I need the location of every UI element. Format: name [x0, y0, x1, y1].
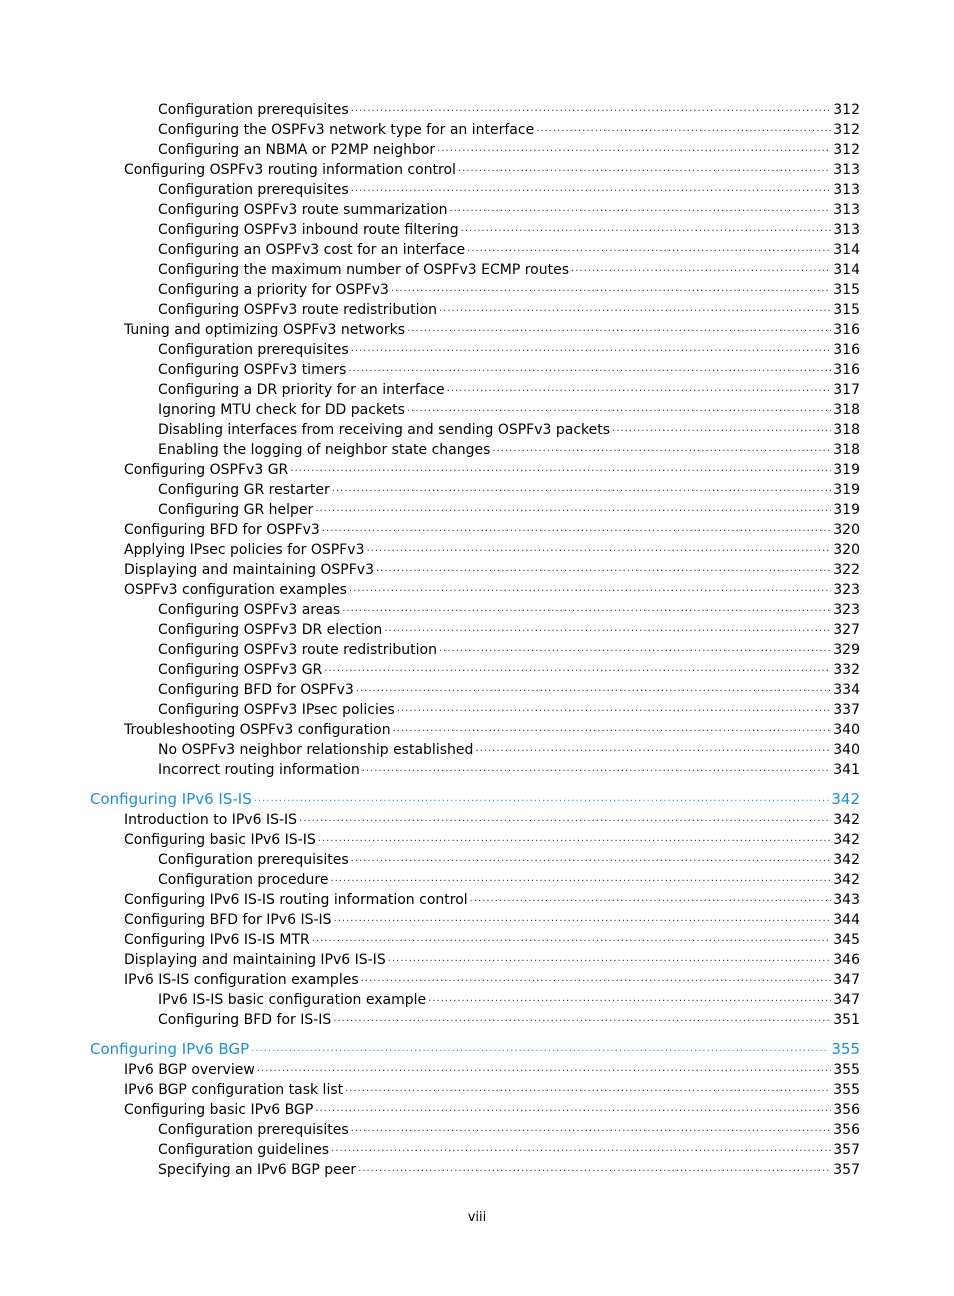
toc-entry-page: 313 — [833, 222, 860, 238]
toc-entry-title: Displaying and maintaining OSPFv3 — [124, 562, 374, 578]
toc-entry-page: 329 — [833, 642, 860, 658]
toc-entry[interactable] — [0, 1120, 860, 1140]
toc-entry[interactable] — [0, 240, 860, 260]
dot-leader — [492, 442, 831, 462]
toc-entry-page: 327 — [833, 622, 860, 638]
toc-entry-title: Configuring a DR priority for an interface — [158, 382, 445, 398]
dot-leader — [388, 952, 832, 972]
toc-entry-page: 318 — [833, 402, 860, 418]
toc-entry-title: OSPFv3 configuration examples — [124, 582, 347, 598]
toc-entry[interactable] — [0, 500, 860, 520]
toc-entry[interactable] — [0, 220, 860, 240]
toc-entry-page: 312 — [833, 102, 860, 118]
toc-chapter-link[interactable] — [0, 1038, 860, 1060]
toc-entry-page: 340 — [833, 742, 860, 758]
dot-leader — [475, 742, 831, 762]
dot-leader — [439, 642, 831, 662]
dot-leader — [366, 542, 831, 562]
dot-leader — [571, 262, 831, 282]
toc-entry-title: Configuring BFD for OSPFv3 — [158, 682, 354, 698]
toc-entry-page: 346 — [833, 952, 860, 968]
page-number: viii — [467, 1210, 487, 1225]
toc-entry-title: Configuration prerequisites — [158, 852, 349, 868]
dot-leader — [333, 1012, 831, 1032]
toc-entry[interactable] — [0, 440, 860, 460]
toc-entry-page: 332 — [833, 662, 860, 678]
toc-entry[interactable] — [0, 100, 860, 120]
dot-leader — [393, 722, 832, 742]
dot-leader — [467, 242, 831, 262]
toc-entry[interactable] — [0, 1160, 860, 1180]
toc-entry[interactable] — [0, 280, 860, 300]
toc-entry-page: 342 — [831, 790, 860, 808]
toc-entry[interactable] — [0, 300, 860, 320]
toc-entry-page: 355 — [833, 1062, 860, 1078]
dot-leader — [331, 1142, 831, 1162]
toc-entry[interactable] — [0, 810, 860, 830]
dot-leader — [315, 502, 831, 522]
toc-entry[interactable] — [0, 910, 860, 930]
dot-leader — [437, 142, 831, 162]
toc-entry-page: 357 — [833, 1162, 860, 1178]
toc-entry-page: 356 — [833, 1122, 860, 1138]
dot-leader — [290, 462, 831, 482]
toc-entry-page: 343 — [833, 892, 860, 908]
toc-entry-title: Disabling interfaces from receiving and sending OSPFv3 packets — [158, 422, 611, 438]
toc-entry-page: 318 — [833, 422, 860, 438]
toc-entry[interactable] — [0, 720, 860, 740]
toc-entry-title: IPv6 BGP overview — [124, 1062, 255, 1078]
toc-entry[interactable] — [0, 260, 860, 280]
toc-entry-page: 342 — [833, 852, 860, 868]
dot-leader — [348, 362, 831, 382]
toc-entry-page: 322 — [833, 562, 860, 578]
toc-entry[interactable] — [0, 460, 860, 480]
toc-entry[interactable] — [0, 160, 860, 180]
toc-entry-title: Configuring basic IPv6 BGP — [124, 1102, 314, 1118]
toc-entry-title: Specifying an IPv6 BGP peer — [158, 1162, 357, 1178]
toc-entry-title: Configuring OSPFv3 IPsec policies — [158, 702, 395, 718]
toc-entry-title: IPv6 IS-IS basic configuration example — [158, 992, 427, 1008]
dot-leader — [257, 1062, 831, 1082]
toc-entry-title: Introduction to IPv6 IS-IS — [124, 812, 298, 828]
toc-entry-title: Troubleshooting OSPFv3 configuration — [124, 722, 391, 738]
toc-entry-title: Configuring BFD for OSPFv3 — [124, 522, 320, 538]
dot-leader — [351, 1122, 832, 1142]
toc-entry-title: Configuration guidelines — [158, 1142, 330, 1158]
toc-entry-title: Configuring OSPFv3 inbound route filtering — [158, 222, 459, 238]
toc-entry-title: Configuring GR helper — [158, 502, 314, 518]
dot-leader — [362, 762, 832, 782]
toc-entry[interactable] — [0, 200, 860, 220]
dot-leader — [407, 322, 831, 342]
toc-entry-title: Configuring BFD for IS-IS — [158, 1012, 332, 1028]
toc-entry[interactable] — [0, 1140, 860, 1160]
toc-entry-page: 340 — [833, 722, 860, 738]
table-of-contents — [0, 100, 954, 1180]
toc-entry-page: 345 — [833, 932, 860, 948]
dot-leader — [450, 202, 832, 222]
dot-leader — [461, 222, 832, 242]
toc-entry-title: Configuring an OSPFv3 cost for an interface — [158, 242, 466, 258]
toc-entry-page: 316 — [833, 362, 860, 378]
toc-entry[interactable] — [0, 1060, 860, 1080]
toc-entry[interactable] — [0, 400, 860, 420]
toc-entry-title: Configuring the maximum number of OSPFv3 ECMP routes — [158, 262, 570, 278]
dot-leader — [299, 812, 831, 832]
dot-leader — [254, 792, 830, 812]
toc-entry-page: 315 — [833, 302, 860, 318]
toc-entry-page: 313 — [833, 182, 860, 198]
toc-entry-page: 314 — [833, 262, 860, 278]
toc-entry-title: IPv6 IS-IS configuration examples — [124, 972, 359, 988]
toc-entry-page: 323 — [833, 602, 860, 618]
toc-entry[interactable] — [0, 740, 860, 760]
toc-entry-page: 319 — [833, 462, 860, 478]
toc-entry-page: 334 — [833, 682, 860, 698]
dot-leader — [330, 872, 831, 892]
toc-entry-title: Configuring OSPFv3 GR — [124, 462, 289, 478]
dot-leader — [428, 992, 831, 1012]
toc-entry-page: 313 — [833, 202, 860, 218]
toc-entry-title: Configuring OSPFv3 route redistribution — [158, 302, 437, 318]
dot-leader — [407, 402, 831, 422]
toc-entry-page: 320 — [833, 542, 860, 558]
dot-leader — [612, 422, 831, 442]
toc-entry[interactable] — [0, 180, 860, 200]
toc-entry-page: 342 — [833, 872, 860, 888]
toc-entry[interactable] — [0, 890, 860, 910]
toc-entry-title: Displaying and maintaining IPv6 IS-IS — [124, 952, 386, 968]
toc-entry-page: 347 — [833, 972, 860, 988]
toc-entry-title: Configuring basic IPv6 IS-IS — [124, 832, 316, 848]
toc-entry[interactable] — [0, 600, 860, 620]
dot-leader — [351, 182, 832, 202]
toc-entry-title: Configuration prerequisites — [158, 182, 349, 198]
toc-entry-page: 315 — [833, 282, 860, 298]
toc-entry[interactable] — [0, 620, 860, 640]
toc-entry-page: 312 — [833, 122, 860, 138]
toc-entry-page: 320 — [833, 522, 860, 538]
toc-entry-title: Configuring an NBMA or P2MP neighbor — [158, 142, 436, 158]
dot-leader — [376, 562, 831, 582]
toc-entry-page: 341 — [833, 762, 860, 778]
toc-entry[interactable] — [0, 360, 860, 380]
toc-entry-page: 313 — [833, 162, 860, 178]
dot-leader — [315, 1102, 831, 1122]
toc-entry-page: 342 — [833, 812, 860, 828]
toc-entry-title: Configuration prerequisites — [158, 102, 349, 118]
dot-leader — [358, 1162, 831, 1182]
toc-entry-title: Configuring GR restarter — [158, 482, 330, 498]
toc-entry-title: Configuration procedure — [158, 872, 329, 888]
toc-entry-page: 356 — [833, 1102, 860, 1118]
dot-leader — [361, 972, 832, 992]
toc-entry-page: 337 — [833, 702, 860, 718]
toc-entry-page: 351 — [833, 1012, 860, 1028]
toc-entry[interactable] — [0, 420, 860, 440]
dot-leader — [391, 282, 831, 302]
dot-leader — [342, 602, 831, 622]
dot-leader — [334, 912, 832, 932]
toc-entry-page: 357 — [833, 1142, 860, 1158]
toc-entry-title: Configuring a priority for OSPFv3 — [158, 282, 389, 298]
dot-leader — [322, 522, 831, 542]
toc-entry-title: Configuration prerequisites — [158, 342, 349, 358]
toc-entry-title: Configuring OSPFv3 GR — [158, 662, 323, 678]
toc-entry-title: Configuring IPv6 BGP — [90, 1040, 250, 1058]
toc-entry-page: 355 — [833, 1082, 860, 1098]
toc-entry-title: Configuring IPv6 IS-IS routing information control — [124, 892, 468, 908]
toc-entry-title: Configuring OSPFv3 route summarization — [158, 202, 448, 218]
toc-entry-page: 318 — [833, 442, 860, 458]
toc-entry-title: IPv6 BGP configuration task list — [124, 1082, 344, 1098]
dot-leader — [536, 122, 831, 142]
toc-entry-title: No OSPFv3 neighbor relationship established — [158, 742, 474, 758]
toc-entry-title: Ignoring MTU check for DD packets — [158, 402, 405, 418]
toc-entry-page: 319 — [833, 502, 860, 518]
toc-entry[interactable] — [0, 640, 860, 660]
toc-entry[interactable] — [0, 700, 860, 720]
dot-leader — [470, 892, 832, 912]
toc-entry[interactable] — [0, 970, 860, 990]
toc-entry-title: Incorrect routing information — [158, 762, 360, 778]
toc-entry[interactable] — [0, 120, 860, 140]
toc-entry-title: Applying IPsec policies for OSPFv3 — [124, 542, 365, 558]
dot-leader — [356, 682, 831, 702]
toc-entry-title: Configuring BFD for IPv6 IS-IS — [124, 912, 332, 928]
dot-leader — [318, 832, 832, 852]
toc-entry[interactable] — [0, 1100, 860, 1120]
toc-entry-title: Configuring IPv6 IS-IS MTR — [124, 932, 310, 948]
dot-leader — [251, 1042, 829, 1062]
toc-entry[interactable] — [0, 480, 860, 500]
toc-entry[interactable] — [0, 520, 860, 540]
toc-entry[interactable] — [0, 990, 860, 1010]
dot-leader — [458, 162, 831, 182]
toc-entry-title: Configuring IPv6 IS-IS — [90, 790, 252, 808]
dot-leader — [351, 342, 832, 362]
toc-entry[interactable] — [0, 380, 860, 400]
toc-entry[interactable] — [0, 1080, 860, 1100]
toc-entry-page: 355 — [831, 1040, 860, 1058]
toc-entry[interactable] — [0, 1010, 860, 1030]
toc-entry[interactable] — [0, 140, 860, 160]
toc-entry[interactable] — [0, 580, 860, 600]
toc-entry[interactable] — [0, 340, 860, 360]
toc-entry[interactable] — [0, 540, 860, 560]
dot-leader — [351, 102, 832, 122]
toc-entry-title: Configuring OSPFv3 routing information control — [124, 162, 456, 178]
toc-entry-title: Configuring OSPFv3 timers — [158, 362, 347, 378]
toc-entry[interactable] — [0, 850, 860, 870]
toc-entry[interactable] — [0, 320, 860, 340]
toc-entry[interactable] — [0, 660, 860, 680]
toc-entry-page: 347 — [833, 992, 860, 1008]
toc-entry[interactable] — [0, 680, 860, 700]
toc-entry[interactable] — [0, 830, 860, 850]
toc-entry-title: Configuring OSPFv3 areas — [158, 602, 341, 618]
toc-entry-title: Tuning and optimizing OSPFv3 networks — [124, 322, 406, 338]
toc-entry-page: 342 — [833, 832, 860, 848]
toc-entry-title: Configuring the OSPFv3 network type for an interface — [158, 122, 535, 138]
toc-entry[interactable] — [0, 560, 860, 580]
dot-leader — [349, 582, 831, 602]
toc-entry-page: 316 — [833, 322, 860, 338]
dot-leader — [332, 482, 832, 502]
toc-entry-page: 319 — [833, 482, 860, 498]
toc-entry[interactable] — [0, 870, 860, 890]
toc-entry-title: Configuring OSPFv3 route redistribution — [158, 642, 437, 658]
toc-entry[interactable] — [0, 930, 860, 950]
toc-entry-title: Configuring OSPFv3 DR election — [158, 622, 383, 638]
toc-entry-title: Enabling the logging of neighbor state changes — [158, 442, 491, 458]
dot-leader — [324, 662, 831, 682]
toc-entry[interactable] — [0, 950, 860, 970]
toc-entry-page: 312 — [833, 142, 860, 158]
dot-leader — [384, 622, 831, 642]
toc-entry-page: 314 — [833, 242, 860, 258]
toc-entry-page: 323 — [833, 582, 860, 598]
dot-leader — [345, 1082, 831, 1102]
toc-entry-title: Configuration prerequisites — [158, 1122, 349, 1138]
dot-leader — [439, 302, 831, 322]
toc-chapter-link[interactable] — [0, 788, 860, 810]
dot-leader — [351, 852, 832, 872]
dot-leader — [312, 932, 832, 952]
dot-leader — [447, 382, 832, 402]
toc-entry-page: 344 — [833, 912, 860, 928]
toc-entry-page: 317 — [833, 382, 860, 398]
dot-leader — [397, 702, 831, 722]
toc-entry[interactable] — [0, 760, 860, 780]
toc-entry-page: 316 — [833, 342, 860, 358]
